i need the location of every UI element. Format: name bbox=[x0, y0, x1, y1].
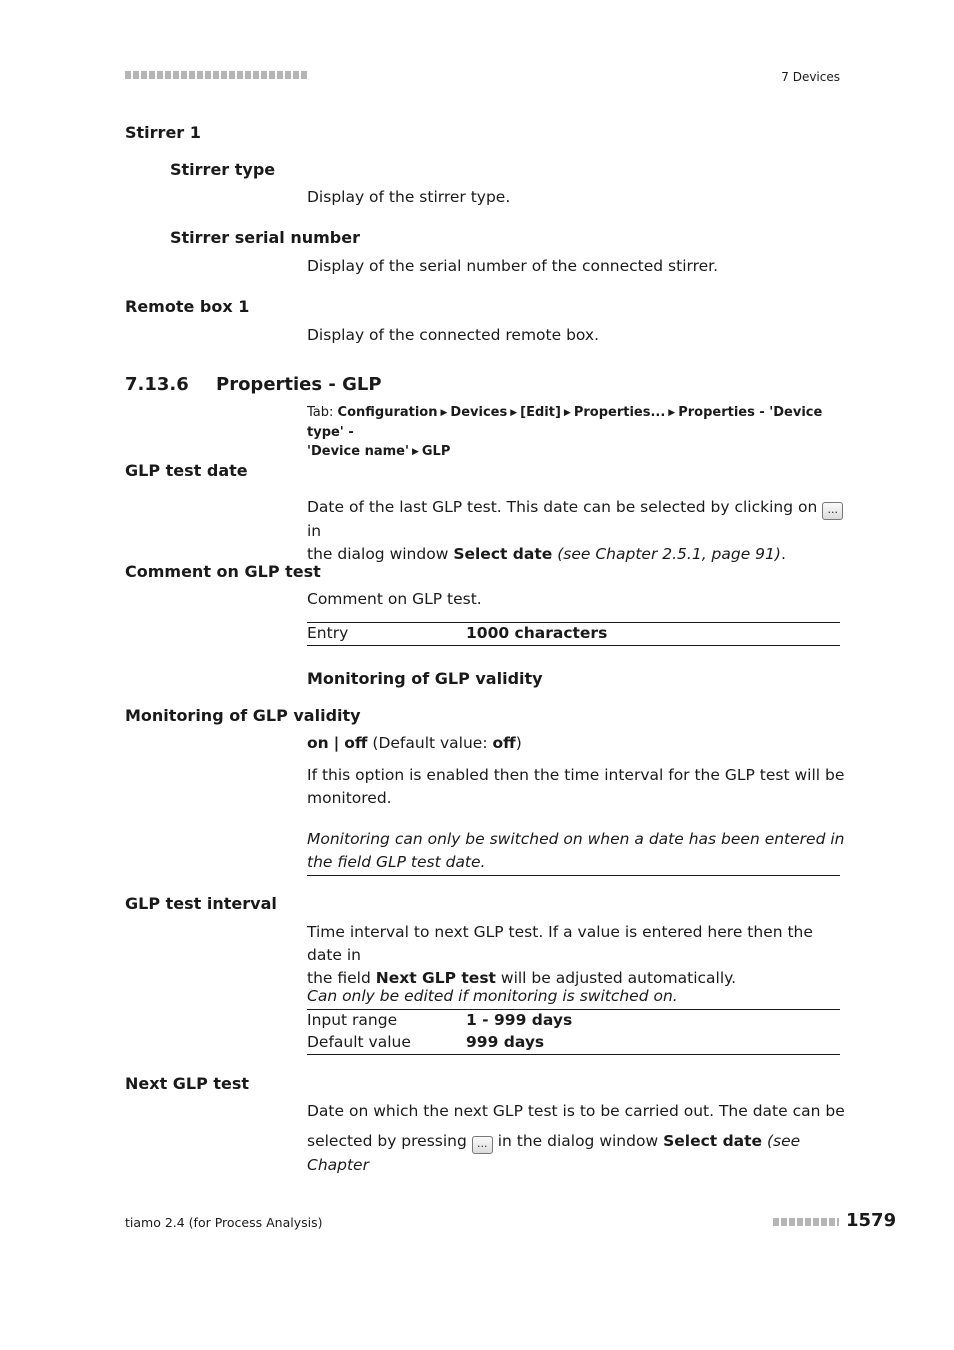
next-glp-desc bbox=[307, 1100, 847, 1123]
triangle-right-icon: ▶ bbox=[510, 408, 518, 418]
interval-heading: GLP test interval bbox=[125, 894, 277, 913]
table-row bbox=[307, 622, 840, 644]
next-glp-test-label: Next GLP test bbox=[375, 969, 496, 987]
running-header: 7 Devices bbox=[781, 70, 840, 84]
next-glp-text: in the dialog window bbox=[497, 1132, 659, 1150]
monitoring-text: If this option is enabled then the time interval for the GLP test will be bbox=[307, 766, 845, 784]
interval-note bbox=[307, 985, 678, 1008]
remote-box-desc: Display of the connected remote box. bbox=[307, 326, 600, 344]
breadcrumb-item: Devices bbox=[450, 405, 508, 420]
select-date-label: Select date bbox=[453, 545, 553, 563]
monitoring-note-text: the field GLP test date. bbox=[307, 853, 486, 871]
breadcrumb-prefix: Tab: bbox=[307, 405, 334, 420]
table-key: Default value bbox=[307, 1033, 411, 1051]
table-key: Input range bbox=[307, 1011, 398, 1029]
glp-test-date-desc bbox=[307, 496, 847, 566]
monitoring-subheading: Monitoring of GLP validity bbox=[307, 669, 543, 688]
ellipsis-button-icon: ... bbox=[822, 502, 843, 520]
table-value: 1 - 999 days bbox=[466, 1011, 573, 1029]
monitoring-options bbox=[307, 732, 522, 755]
glp-test-date-text: in bbox=[307, 522, 322, 540]
next-glp-text: selected by pressing bbox=[307, 1132, 467, 1150]
interval-desc bbox=[307, 921, 847, 990]
glp-test-date-text: the dialog window bbox=[307, 545, 449, 563]
glp-test-date-text: Date of the last GLP test. This date can be selected by clicking on bbox=[307, 498, 818, 516]
breadcrumb-item: GLP bbox=[421, 444, 451, 459]
breadcrumb-item: 'Device name' bbox=[307, 444, 409, 459]
interval-text: will be adjusted automatically. bbox=[500, 969, 737, 987]
table-key: Entry bbox=[307, 624, 349, 642]
option-on: on bbox=[307, 734, 329, 752]
section-title: Properties - GLP bbox=[216, 374, 382, 395]
chapter-reference: (see Chapter 2.5.1, page 91) bbox=[557, 545, 781, 563]
table-value: 999 days bbox=[466, 1033, 545, 1051]
option-off: off bbox=[344, 734, 368, 752]
stirrer-heading: Stirrer 1 bbox=[125, 123, 201, 142]
breadcrumb bbox=[307, 403, 847, 462]
breadcrumb-item: Properties... bbox=[573, 405, 666, 420]
table-rule bbox=[307, 645, 840, 646]
table-rule bbox=[307, 1054, 840, 1055]
interval-note-text: Can only be edited if monitoring is switched on. bbox=[307, 987, 678, 1005]
interval-table bbox=[307, 1009, 840, 1053]
stirrer-type-desc: Display of the stirrer type. bbox=[307, 188, 511, 206]
chapter-reference: (see Chapter bbox=[307, 1132, 801, 1174]
stirrer-serial-desc: Display of the serial number of the connected stirrer. bbox=[307, 257, 719, 275]
next-glp-text: Date on which the next GLP test is to be carried out. The date can be bbox=[307, 1102, 845, 1120]
breadcrumb-item: Configuration bbox=[337, 405, 438, 420]
default-value: off bbox=[492, 734, 516, 752]
table-value: 1000 characters bbox=[466, 624, 608, 642]
breadcrumb-item: Properties - 'Device type' - bbox=[307, 405, 823, 440]
monitoring-text: monitored. bbox=[307, 789, 392, 807]
remote-box-heading: Remote box 1 bbox=[125, 297, 250, 316]
stirrer-serial-heading: Stirrer serial number bbox=[170, 228, 360, 247]
monitoring-note bbox=[307, 828, 847, 874]
interval-text: the field bbox=[307, 969, 371, 987]
triangle-right-icon: ▶ bbox=[411, 447, 419, 457]
section-number: 7.13.6 bbox=[125, 374, 189, 395]
next-glp-heading: Next GLP test bbox=[125, 1074, 250, 1093]
glp-test-date-heading: GLP test date bbox=[125, 461, 248, 480]
ellipsis-button-icon: ... bbox=[472, 1136, 493, 1154]
monitoring-heading: Monitoring of GLP validity bbox=[125, 706, 361, 725]
footer-product: tiamo 2.4 (for Process Analysis) bbox=[125, 1215, 323, 1230]
comment-table bbox=[307, 622, 840, 644]
interval-text: Time interval to next GLP test. If a value is entered here then the date in bbox=[307, 923, 813, 964]
comment-heading: Comment on GLP test bbox=[125, 562, 321, 581]
note-rule bbox=[307, 875, 840, 876]
monitoring-note-text: Monitoring can only be switched on when a date has been entered in bbox=[307, 830, 845, 848]
monitoring-desc bbox=[307, 764, 847, 810]
triangle-right-icon: ▶ bbox=[563, 408, 571, 418]
table-row bbox=[307, 1009, 840, 1031]
next-glp-desc-2 bbox=[307, 1130, 847, 1177]
page-number: 1579 bbox=[846, 1210, 897, 1231]
default-label: (Default value: bbox=[372, 734, 488, 752]
table-row bbox=[307, 1031, 840, 1053]
default-label: ) bbox=[515, 734, 522, 752]
footer-decoration bbox=[773, 1218, 839, 1226]
option-separator: | bbox=[333, 734, 340, 752]
stirrer-type-heading: Stirrer type bbox=[170, 160, 276, 179]
comment-desc: Comment on GLP test. bbox=[307, 590, 482, 608]
glp-test-date-text: . bbox=[780, 545, 786, 563]
header-decoration bbox=[125, 71, 307, 79]
triangle-right-icon: ▶ bbox=[440, 408, 448, 418]
select-date-label: Select date bbox=[663, 1132, 763, 1150]
breadcrumb-item: [Edit] bbox=[520, 405, 561, 420]
triangle-right-icon: ▶ bbox=[668, 408, 676, 418]
